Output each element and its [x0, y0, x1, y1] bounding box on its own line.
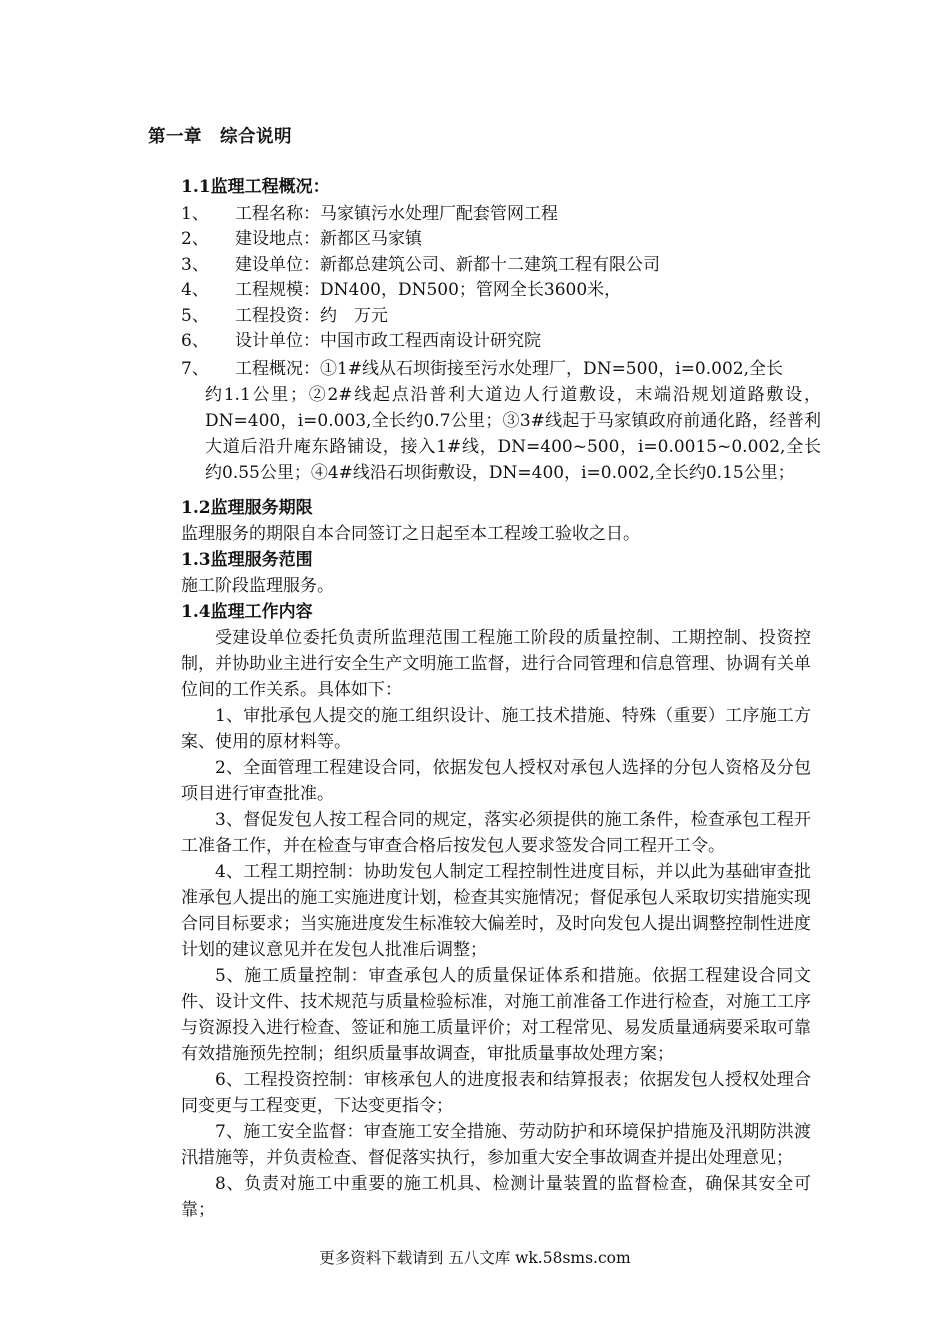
paragraph: 受建设单位委托负责所监理范围工程施工阶段的质量控制、工期控制、投资控制，并协助业主进行安全生产文明施工监督，进行合同管理和信息管理、协调有关单位间的工作关系。具体如下： [181, 628, 811, 700]
overview-first-line: 工程概况：①1#线从石坝街接至污水处理厂，DN=500，i=0.002,全长 [235, 359, 784, 379]
section-1-2-heading: 1.2监理服务期限 [181, 498, 313, 518]
list-item-text: 工程规模：DN400，DN500；管网全长3600米， [235, 280, 622, 301]
section-1-3-text: 施工阶段监理服务。 [181, 576, 334, 596]
paragraph: 4、工程工期控制：协助发包人制定工程控制性进度目标，并以此为基础审查批准承包人提出的施工实施进度计划，检查其实施情况；督促承包人采取切实措施实现合同目标要求；当实施进度发生标准较大偏差时，及时向发包人提出调整控制性进度计划的建议意见并在发包人批准后调整； [181, 862, 811, 960]
list-item-number: 4、 [181, 280, 209, 301]
chapter-title: 第一章 综合说明 [148, 127, 292, 147]
paragraph: 7、施工安全监督：审查施工安全措施、劳动防护和环境保护措施及汛期防洪渡汛措施等，并负责检查、督促落实执行，参加重大安全事故调查并提出处理意见； [181, 1122, 811, 1168]
section-1-4-heading: 1.4监理工作内容 [181, 602, 313, 622]
list-item-overview [181, 356, 821, 486]
list-item-number: 6、 [181, 331, 209, 352]
paragraph: 1、审批承包人提交的施工组织设计、施工技术措施、特殊（重要）工序施工方案、使用的原材料等。 [181, 706, 811, 752]
list-item-text: 工程投资：约 万元 [235, 305, 388, 326]
overview-text: 约1.1公里；②2#线起点沿普利大道边人行道敷设，末端沿规划道路敷设，DN=400，i=0.003,全长约0.7公里；③3#线起于马家镇政府前通化路，经普利大道后沿升庵东路铺设，接入1#线，DN=400~500，i=0.0015~0.002,全长约0.55公里；④4#线沿石坝街敷设，DN=400，i=0.002,全长约0.15公里； [205, 385, 821, 483]
list-item [181, 278, 821, 304]
list-item-number: 1、 [181, 203, 209, 224]
paragraph: 2、全面管理工程建设合同，依据发包人授权对承包人选择的分包人资格及分包项目进行审查批准。 [181, 758, 811, 804]
list-item [181, 201, 821, 227]
list-item-number: 7、 [181, 359, 209, 379]
paragraph: 8、负责对施工中重要的施工机具、检测计量装置的监督检查，确保其安全可靠； [181, 1174, 811, 1220]
list-item-number: 3、 [181, 254, 209, 275]
paragraph: 3、督促发包人按工程合同的规定，落实必须提供的施工条件，检查承包工程开工准备工作，并在检查与审查合格后按发包人要求签发合同工程开工令。 [181, 810, 811, 856]
list-item-text: 工程名称：马家镇污水处理厂配套管网工程 [235, 203, 558, 224]
section-overview [181, 174, 821, 486]
footer-text: 更多资料下载请到 五八文库 wk.58sms.com [319, 1249, 631, 1267]
section-services [181, 495, 811, 1223]
list-item-text: 设计单位：中国市政工程西南设计研究院 [235, 331, 541, 352]
paragraph: 5、施工质量控制：审查承包人的质量保证体系和措施。依据工程建设合同文件、设计文件、技术规范与质量检验标准，对施工前准备工作进行检查，对施工工序与资源投入进行检查、签证和施工质量评价；对工程常见、易发质量通病要采取可靠有效措施预先控制；组织质量事故调查，审批质量事故处理方案； [181, 966, 811, 1064]
section-1-2-text: 监理服务的期限自本合同签订之日起至本工程竣工验收之日。 [181, 524, 640, 544]
list-item [181, 227, 821, 253]
paragraph: 6、工程投资控制：审核承包人的进度报表和结算报表；依据发包人授权处理合同变更与工程变更，下达变更指令； [181, 1070, 811, 1116]
section-1-1-heading: 1.1监理工程概况： [181, 177, 330, 197]
section-1-3-heading: 1.3监理服务范围 [181, 550, 313, 570]
list-item [181, 252, 821, 278]
list-item [181, 329, 821, 355]
list-item-text: 建设单位：新都总建筑公司、新都十二建筑工程有限公司 [235, 254, 660, 275]
list-item [181, 303, 821, 329]
list-item-number: 2、 [181, 229, 209, 250]
list-item-number: 5、 [181, 305, 209, 326]
list-item-text: 建设地点：新都区马家镇 [235, 229, 422, 250]
